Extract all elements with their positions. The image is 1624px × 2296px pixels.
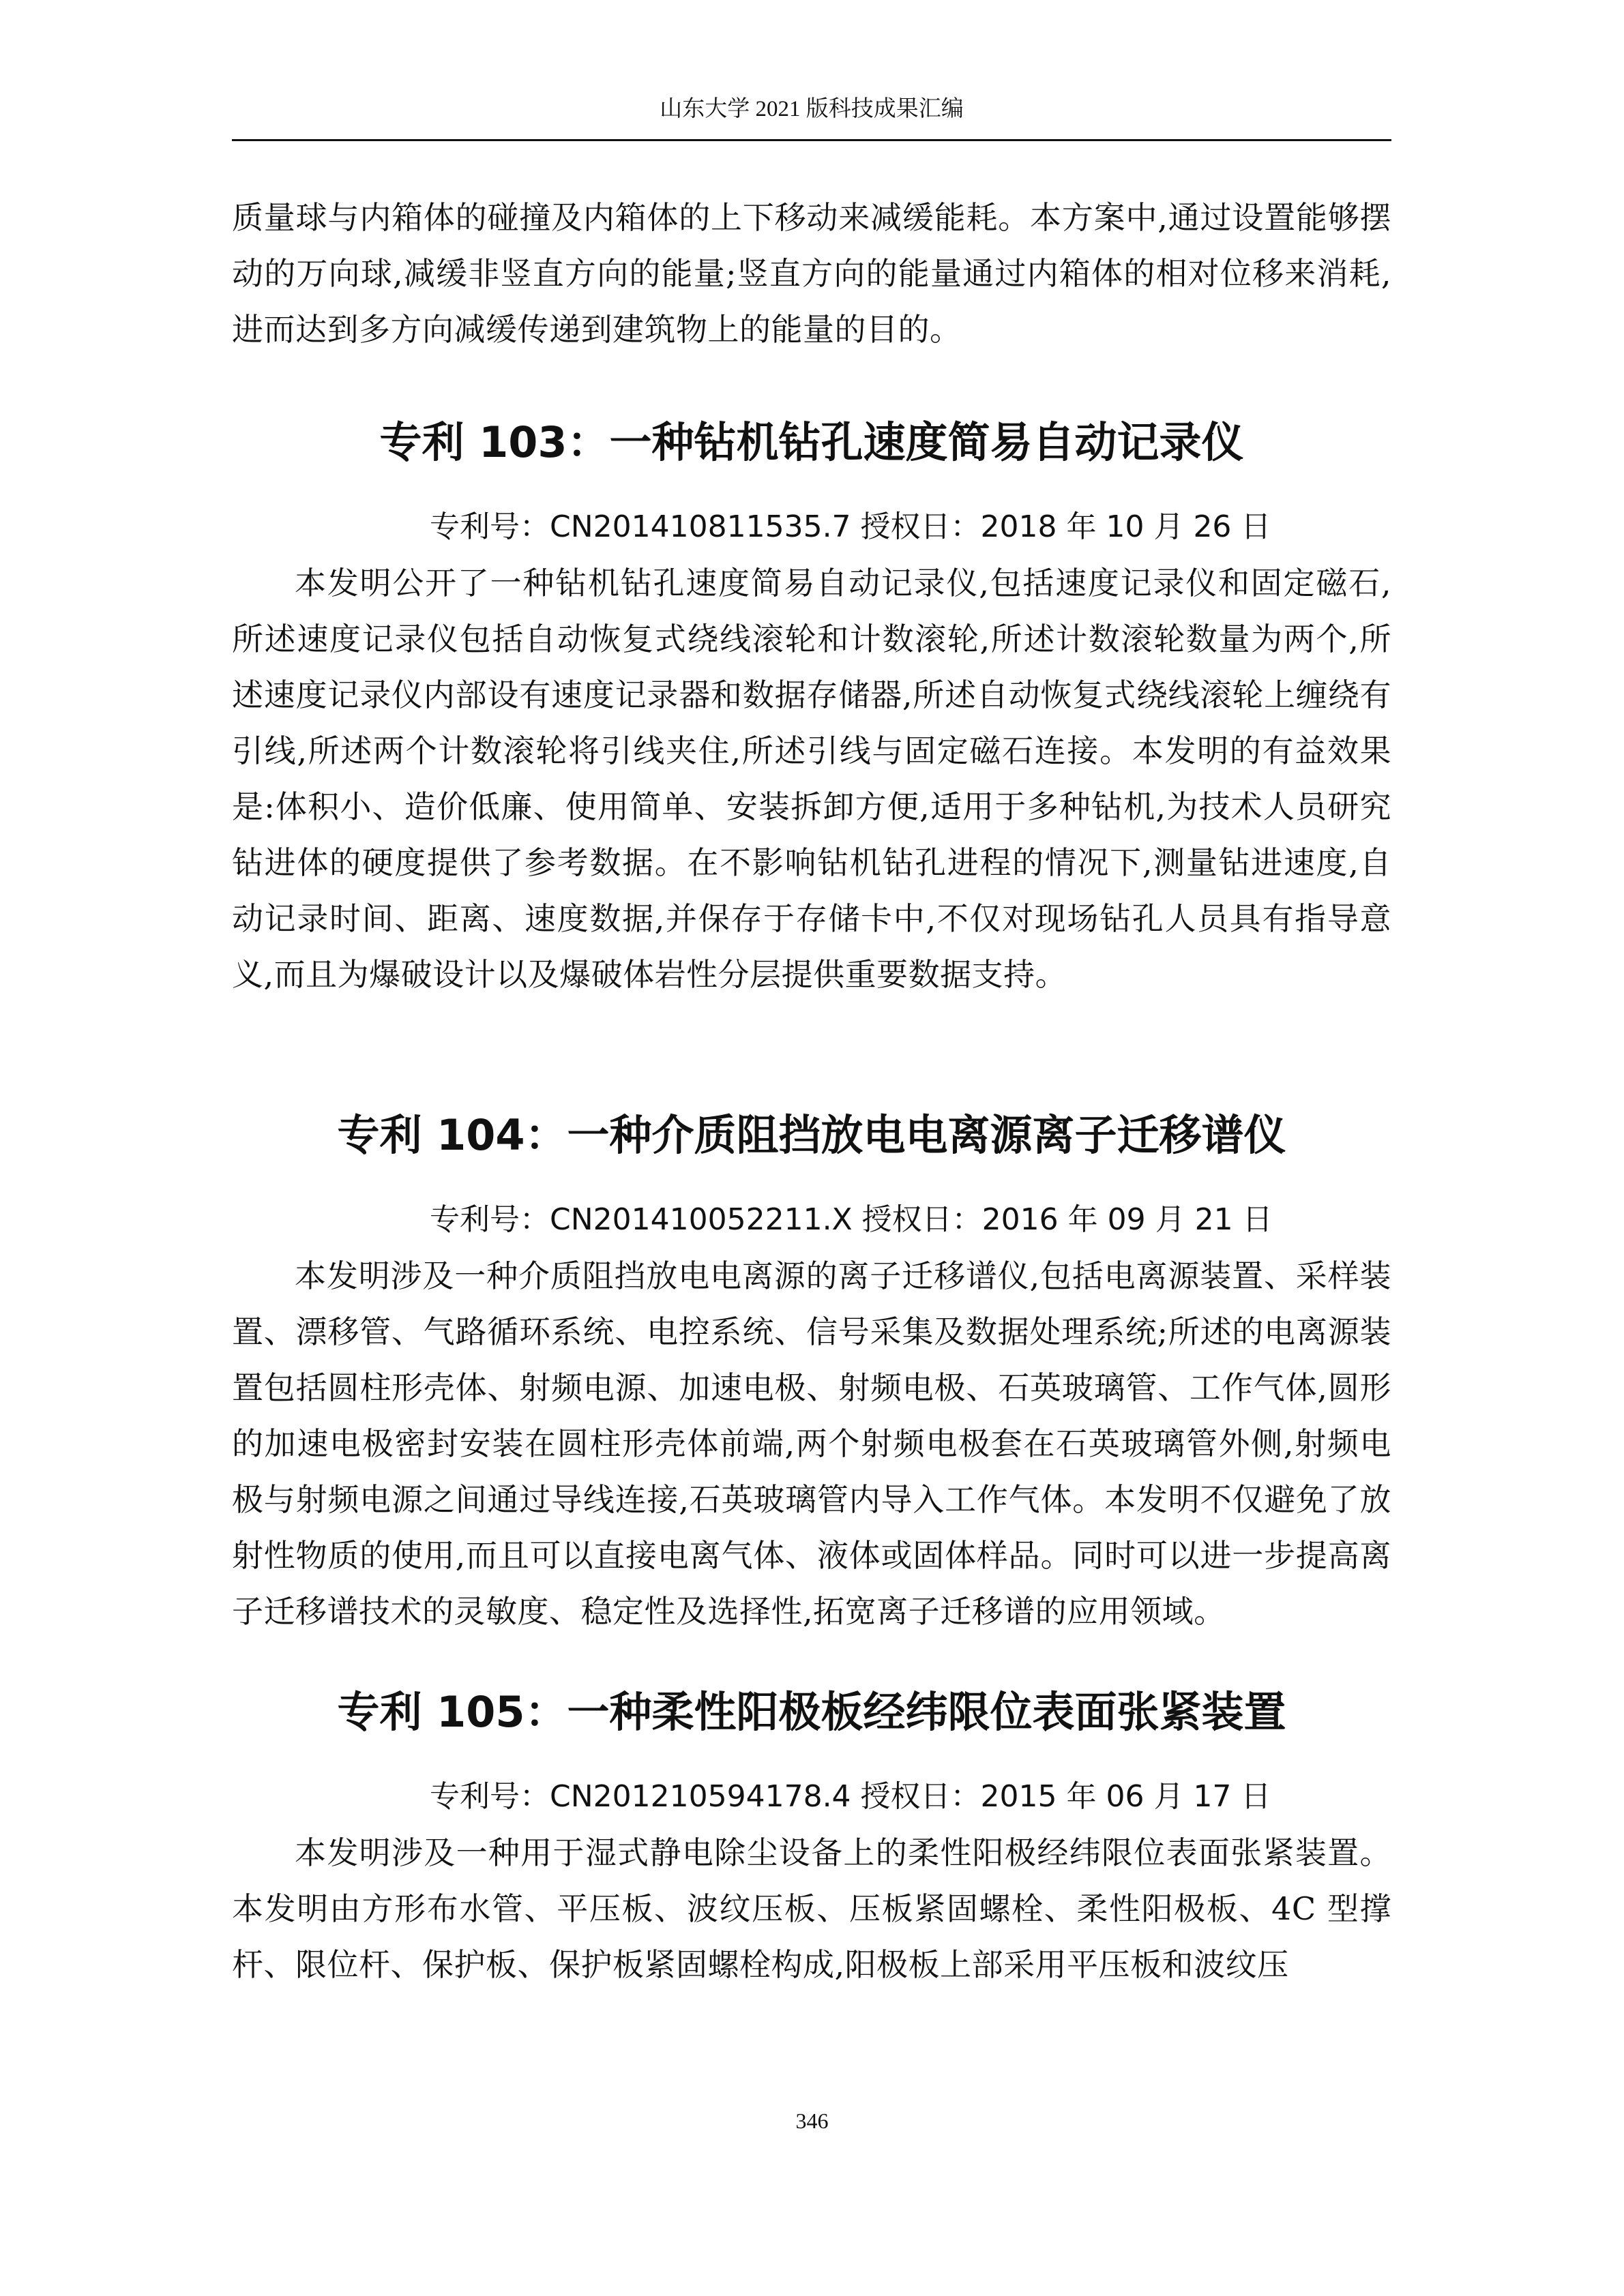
patent-104-body: 本发明涉及一种介质阻挡放电电离源的离子迁移谱仪,包括电离源装置、采样装置、漂移管、气路循环系统、电控系统、信号采集及数据处理系统;所述的电离源装置包括圆柱形壳体、射频电源、加速电极、射频电极、石英玻璃管、工作气体,圆形的加速电极密封安装在圆柱形壳体前端,两个射频电极套在石英玻璃管外侧,射频电极与射频电源之间通过导线连接,石英玻璃管内导入工作气体。本发明不仅避免了放射性物质的使用,而且可以直接电离气体、液体或固体样品。同时可以进一步提高离子迁移谱技术的灵敏度、稳定性及选择性,拓宽离子迁移谱的应用领域。	[232, 1257, 1391, 1630]
intro-paragraph: 质量球与内箱体的碰撞及内箱体的上下移动来减缓能耗。本方案中,通过设置能够摆动的万向球,减缓非竖直方向的能量;竖直方向的能量通过内箱体的相对位移来消耗,进而达到多方向减缓传递到建筑物上的能量的目的。	[232, 199, 1391, 348]
patent-104-meta: 专利号：CN201410052211.X 授权日：2016 年 09 月 21 日	[430, 1202, 1273, 1237]
patent-105-title: 专利 105：一种柔性阳极板经纬限位表面张紧装置	[337, 1687, 1286, 1737]
patent-105-section	[232, 1682, 1391, 1993]
patent-105-meta: 专利号：CN201210594178.4 授权日：2015 年 06 月 17 日	[430, 1779, 1271, 1814]
patent-103-title: 专利 103：一种钻机钻孔速度简易自动记录仪	[379, 417, 1244, 467]
patent-104-title: 专利 104：一种介质阻挡放电电离源离子迁移谱仪	[337, 1110, 1286, 1160]
running-header	[232, 95, 1391, 141]
page-content	[232, 190, 1391, 1993]
patent-103-meta: 专利号：CN201410811535.7 授权日：2018 年 10 月 26 日	[430, 509, 1271, 544]
page-number: 346	[795, 2108, 829, 2133]
patent-104-section	[232, 1105, 1391, 1639]
patent-103-body: 本发明公开了一种钻机钻孔速度简易自动记录仪,包括速度记录仪和固定磁石,所述速度记录仪包括自动恢复式绕线滚轮和计数滚轮,所述计数滚轮数量为两个,所述速度记录仪内部设有速度记录器和数据存储器,所述自动恢复式绕线滚轮上缠绕有引线,所述两个计数滚轮将引线夹住,所述引线与固定磁石连接。本发明的有益效果是:体积小、造价低廉、使用简单、安装拆卸方便,适用于多种钻机,为技术人员研究钻进体的硬度提供了参考数据。在不影响钻机钻孔进程的情况下,测量钻进速度,自动记录时间、距离、速度数据,并保存于存储卡中,不仅对现场钻孔人员具有指导意义,而且为爆破设计以及爆破体岩性分层提供重要数据支持。	[232, 565, 1391, 993]
header-title: 山东大学 2021 版科技成果汇编	[660, 97, 964, 121]
patent-105-body: 本发明涉及一种用于湿式静电除尘设备上的柔性阳极经纬限位表面张紧装置。本发明由方形布水管、平压板、波纹压板、压板紧固螺栓、柔性阳极板、4C 型撑杆、限位杆、保护板、保护板紧固螺栓构成,阳极板上部采用平压板和波纹压	[232, 1834, 1391, 1983]
patent-103-section	[232, 412, 1391, 1002]
